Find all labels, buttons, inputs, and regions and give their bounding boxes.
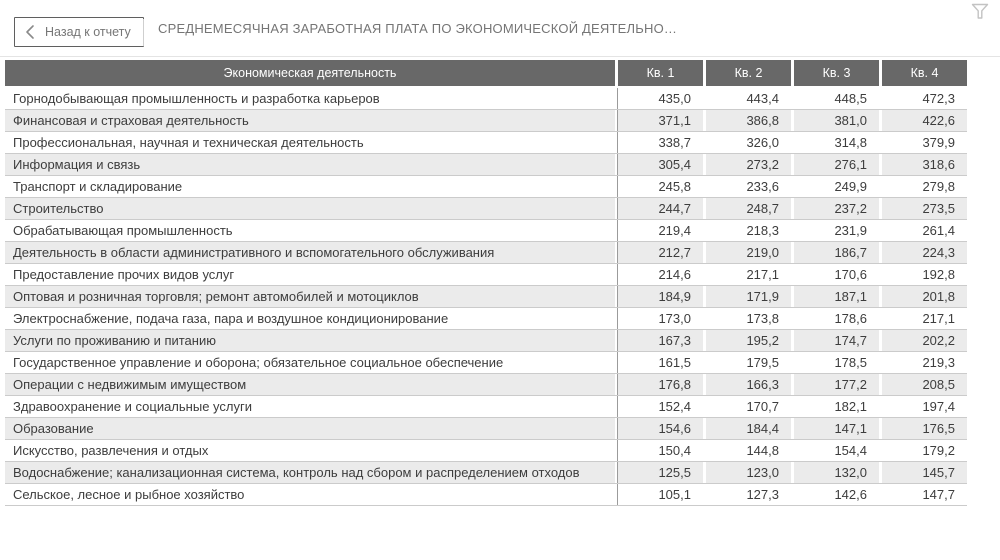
- row-value-q1: 371,1: [617, 110, 703, 131]
- row-value-q1: 125,5: [617, 462, 703, 483]
- row-value-q2: 179,5: [706, 352, 791, 373]
- row-value-q2: 184,4: [706, 418, 791, 439]
- header-divider: [143, 19, 144, 46]
- row-value-q1: 152,4: [617, 396, 703, 417]
- row-label: Профессиональная, научная и техническая деятельность: [5, 132, 615, 153]
- table-header-row: [5, 60, 967, 86]
- row-value-q3: 142,6: [794, 484, 879, 505]
- row-value-q2: 218,3: [706, 220, 791, 241]
- row-value-q2: 195,2: [706, 330, 791, 351]
- column-header-q1[interactable]: Кв. 1: [618, 60, 703, 86]
- row-value-q3: 154,4: [794, 440, 879, 461]
- row-value-q2: 326,0: [706, 132, 791, 153]
- table-row[interactable]: [5, 242, 967, 264]
- row-label: Образование: [5, 418, 615, 439]
- row-value-q1: 214,6: [617, 264, 703, 285]
- table-row[interactable]: [5, 286, 967, 308]
- row-value-q2: 273,2: [706, 154, 791, 175]
- row-value-q2: 170,7: [706, 396, 791, 417]
- page-title: СРЕДНЕМЕСЯЧНАЯ ЗАРАБОТНАЯ ПЛАТА ПО ЭКОНОМИЧЕСКОЙ ДЕЯТЕЛЬНО…: [158, 21, 678, 36]
- row-value-q3: 187,1: [794, 286, 879, 307]
- row-value-q1: 338,7: [617, 132, 703, 153]
- row-label: Горнодобывающая промышленность и разработка карьеров: [5, 88, 615, 109]
- row-value-q2: 123,0: [706, 462, 791, 483]
- row-value-q3: 231,9: [794, 220, 879, 241]
- row-value-q4: 422,6: [882, 110, 967, 131]
- table-row[interactable]: [5, 264, 967, 286]
- row-value-q4: 279,8: [882, 176, 967, 197]
- row-value-q1: 105,1: [617, 484, 703, 505]
- row-value-q4: 145,7: [882, 462, 967, 483]
- table-row[interactable]: [5, 440, 967, 462]
- row-label: Финансовая и страховая деятельность: [5, 110, 615, 131]
- row-value-q2: 443,4: [706, 88, 791, 109]
- back-button-label: Назад к отчету: [45, 25, 131, 39]
- row-value-q4: 147,7: [882, 484, 967, 505]
- row-value-q3: 178,6: [794, 308, 879, 329]
- row-label: Услуги по проживанию и питанию: [5, 330, 615, 351]
- row-value-q4: 472,3: [882, 88, 967, 109]
- row-value-q1: 305,4: [617, 154, 703, 175]
- row-label: Сельское, лесное и рыбное хозяйство: [5, 484, 615, 505]
- row-value-q3: 276,1: [794, 154, 879, 175]
- column-header-q3[interactable]: Кв. 3: [794, 60, 879, 86]
- row-value-q3: 237,2: [794, 198, 879, 219]
- row-label: Операции с недвижимым имуществом: [5, 374, 615, 395]
- row-value-q2: 386,8: [706, 110, 791, 131]
- row-value-q3: 132,0: [794, 462, 879, 483]
- row-value-q4: 273,5: [882, 198, 967, 219]
- table-row[interactable]: [5, 220, 967, 242]
- row-value-q3: 177,2: [794, 374, 879, 395]
- row-value-q1: 244,7: [617, 198, 703, 219]
- back-to-report-button[interactable]: [14, 17, 144, 47]
- row-value-q2: 166,3: [706, 374, 791, 395]
- row-value-q1: 154,6: [617, 418, 703, 439]
- table-row[interactable]: [5, 88, 967, 110]
- row-value-q4: 197,4: [882, 396, 967, 417]
- row-value-q3: 174,7: [794, 330, 879, 351]
- row-value-q2: 233,6: [706, 176, 791, 197]
- row-value-q4: 179,2: [882, 440, 967, 461]
- row-label: Оптовая и розничная торговля; ремонт автомобилей и мотоциклов: [5, 286, 615, 307]
- table-body: [5, 88, 967, 506]
- row-value-q2: 248,7: [706, 198, 791, 219]
- row-value-q1: 167,3: [617, 330, 703, 351]
- top-bar: [0, 0, 1000, 57]
- row-value-q4: 208,5: [882, 374, 967, 395]
- row-value-q3: 448,5: [794, 88, 879, 109]
- row-value-q2: 144,8: [706, 440, 791, 461]
- row-value-q4: 219,3: [882, 352, 967, 373]
- row-value-q3: 182,1: [794, 396, 879, 417]
- row-label: Предоставление прочих видов услуг: [5, 264, 615, 285]
- table-row[interactable]: [5, 462, 967, 484]
- row-value-q2: 219,0: [706, 242, 791, 263]
- row-label: Здравоохранение и социальные услуги: [5, 396, 615, 417]
- row-value-q3: 178,5: [794, 352, 879, 373]
- chevron-left-icon: [25, 24, 35, 40]
- table-row[interactable]: [5, 176, 967, 198]
- table-row[interactable]: [5, 418, 967, 440]
- row-value-q1: 184,9: [617, 286, 703, 307]
- row-label: Электроснабжение, подача газа, пара и воздушное кондиционирование: [5, 308, 615, 329]
- table-row[interactable]: [5, 484, 967, 506]
- row-value-q4: 261,4: [882, 220, 967, 241]
- row-value-q1: 176,8: [617, 374, 703, 395]
- table-row[interactable]: [5, 110, 967, 132]
- row-value-q1: 245,8: [617, 176, 703, 197]
- row-label: Строительство: [5, 198, 615, 219]
- row-value-q1: 435,0: [617, 88, 703, 109]
- row-value-q1: 219,4: [617, 220, 703, 241]
- table-row[interactable]: [5, 352, 967, 374]
- table-row[interactable]: [5, 132, 967, 154]
- row-value-q3: 147,1: [794, 418, 879, 439]
- row-value-q1: 173,0: [617, 308, 703, 329]
- row-value-q2: 127,3: [706, 484, 791, 505]
- row-value-q4: 192,8: [882, 264, 967, 285]
- row-value-q4: 224,3: [882, 242, 967, 263]
- table-row[interactable]: [5, 198, 967, 220]
- salary-by-activity-table: [5, 60, 967, 506]
- row-label: Водоснабжение; канализационная система, контроль над сбором и распределением отходов: [5, 462, 615, 483]
- row-value-q4: 202,2: [882, 330, 967, 351]
- table-row[interactable]: [5, 330, 967, 352]
- row-value-q2: 217,1: [706, 264, 791, 285]
- row-value-q1: 212,7: [617, 242, 703, 263]
- row-label: Государственное управление и оборона; обязательное социальное обеспечение: [5, 352, 615, 373]
- row-value-q4: 217,1: [882, 308, 967, 329]
- row-value-q2: 171,9: [706, 286, 791, 307]
- row-value-q3: 186,7: [794, 242, 879, 263]
- table-row[interactable]: [5, 396, 967, 418]
- row-value-q4: 318,6: [882, 154, 967, 175]
- row-label: Информация и связь: [5, 154, 615, 175]
- row-label: Обрабатывающая промышленность: [5, 220, 615, 241]
- column-header-q2[interactable]: Кв. 2: [706, 60, 791, 86]
- table-row[interactable]: [5, 154, 967, 176]
- row-value-q2: 173,8: [706, 308, 791, 329]
- row-value-q3: 249,9: [794, 176, 879, 197]
- row-value-q4: 176,5: [882, 418, 967, 439]
- row-value-q1: 161,5: [617, 352, 703, 373]
- row-label: Искусство, развлечения и отдых: [5, 440, 615, 461]
- row-value-q4: 201,8: [882, 286, 967, 307]
- filter-icon[interactable]: [971, 3, 989, 20]
- row-label: Деятельность в области административного и вспомогательного обслуживания: [5, 242, 615, 263]
- row-value-q3: 381,0: [794, 110, 879, 131]
- row-value-q1: 150,4: [617, 440, 703, 461]
- table-row[interactable]: [5, 308, 967, 330]
- row-value-q3: 170,6: [794, 264, 879, 285]
- column-header-q4[interactable]: Кв. 4: [882, 60, 967, 86]
- column-header-activity[interactable]: Экономическая деятельность: [5, 60, 615, 86]
- table-row[interactable]: [5, 374, 967, 396]
- row-label: Транспорт и складирование: [5, 176, 615, 197]
- row-value-q3: 314,8: [794, 132, 879, 153]
- row-value-q4: 379,9: [882, 132, 967, 153]
